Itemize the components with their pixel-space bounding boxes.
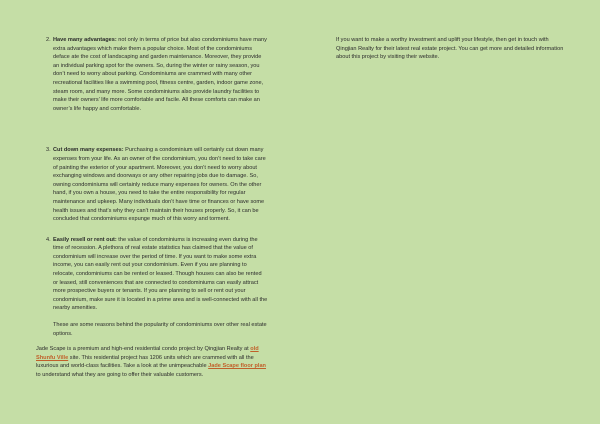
old-shunfu-ville-link[interactable]: old Shunfu Ville xyxy=(36,346,259,361)
item-heading: Easily resell or rent out: xyxy=(53,236,117,243)
jade-text-2: site. This residential project has 1206 units which are crammed with all the luxurious and world-class facilities. Take a look at the unimpeachable xyxy=(36,354,254,370)
summary-paragraph: These are some reasons behind the popularity of condominiums over other real estate options. xyxy=(53,322,267,337)
list-item-2 xyxy=(36,36,268,113)
item-number: 2. xyxy=(46,37,51,43)
left-column xyxy=(36,36,268,380)
right-column xyxy=(336,36,564,62)
item-body: not only in terms of price but also condominiums have many extra advantages which make them a popular choice. Most of the condominiums deface ate the cost of landscaping and garden maintenance. Moreover, they provide an individual parking spot for the owners. So, during the winter or rainy season, you don’t need to worry about parking. Condominiums are crammed with many other recreational facilities like a swimming pool, fitness centre, garden, indoor game zone, steam room, and many more. Some condominiums also provide laundry facilities to make their owners’ life more comfortable and facile. All these comforts can make an owner’s life happy and comfortable. xyxy=(53,37,267,112)
item-body: the value of condominiums is increasing even during the time of recession. A plethora of real estate statistics has claimed that the value of condominium will increase over the period of time. If you want to make some extra income, you can easily rent out your condominium. Even if you are planning to relocate, condominiums can be rented or leased. Though houses can also be rented or leased, still conveniences that are connected to condominiums can easily attract more prospective buyers or tenants. If you are planning to sell or rent out your condominium, make sure it is located in a prime area and is well-connected with all the nearby amenities. xyxy=(53,236,268,312)
item-number: 4. xyxy=(46,236,51,243)
jade-scape-paragraph xyxy=(36,345,268,379)
jade-text-1: Jade Scape is a premium and high-end residential condo project by Qingjian Realty at xyxy=(36,346,251,353)
item-number: 3. xyxy=(46,147,51,154)
investment-paragraph: If you want to make a worthy investment and uplift your lifestyle, then get in touch with Qingjian Realty for their latest real estate project. You can get more and detailed information about this project by visiting their website. xyxy=(336,37,564,61)
item-body: Purchasing a condominium will certainly cut down many expenses from your life. As an owner of the condominium, you don’t need to take care of painting the exterior of your apartment. Moreover, you don’t need to worry about exchanging windows and doorways or any other repairing jobs due to damage. So, owning condominiums will certainly reduce many expenses for owners. On the other hand, if you own a house, you need to take the entire responsibility for regular maintenance and upkeep. Many individuals don’t have time or finances or have some health issues and that’s why they can’t maintain their houses properly. So, it can be concluded that condominiums expunge much of this worry and torment. xyxy=(53,147,266,223)
jade-scape-floor-plan-link[interactable]: Jade Scape floor plan xyxy=(208,363,266,370)
item-heading: Cut down many expenses: xyxy=(53,147,124,154)
list-item-4 xyxy=(36,236,268,313)
item-heading: Have many advantages: xyxy=(53,37,117,43)
jade-text-3: to understand what they are going to offer their valuable customers. xyxy=(36,372,204,378)
list-item-3 xyxy=(36,146,268,223)
advantages-list xyxy=(36,36,268,313)
